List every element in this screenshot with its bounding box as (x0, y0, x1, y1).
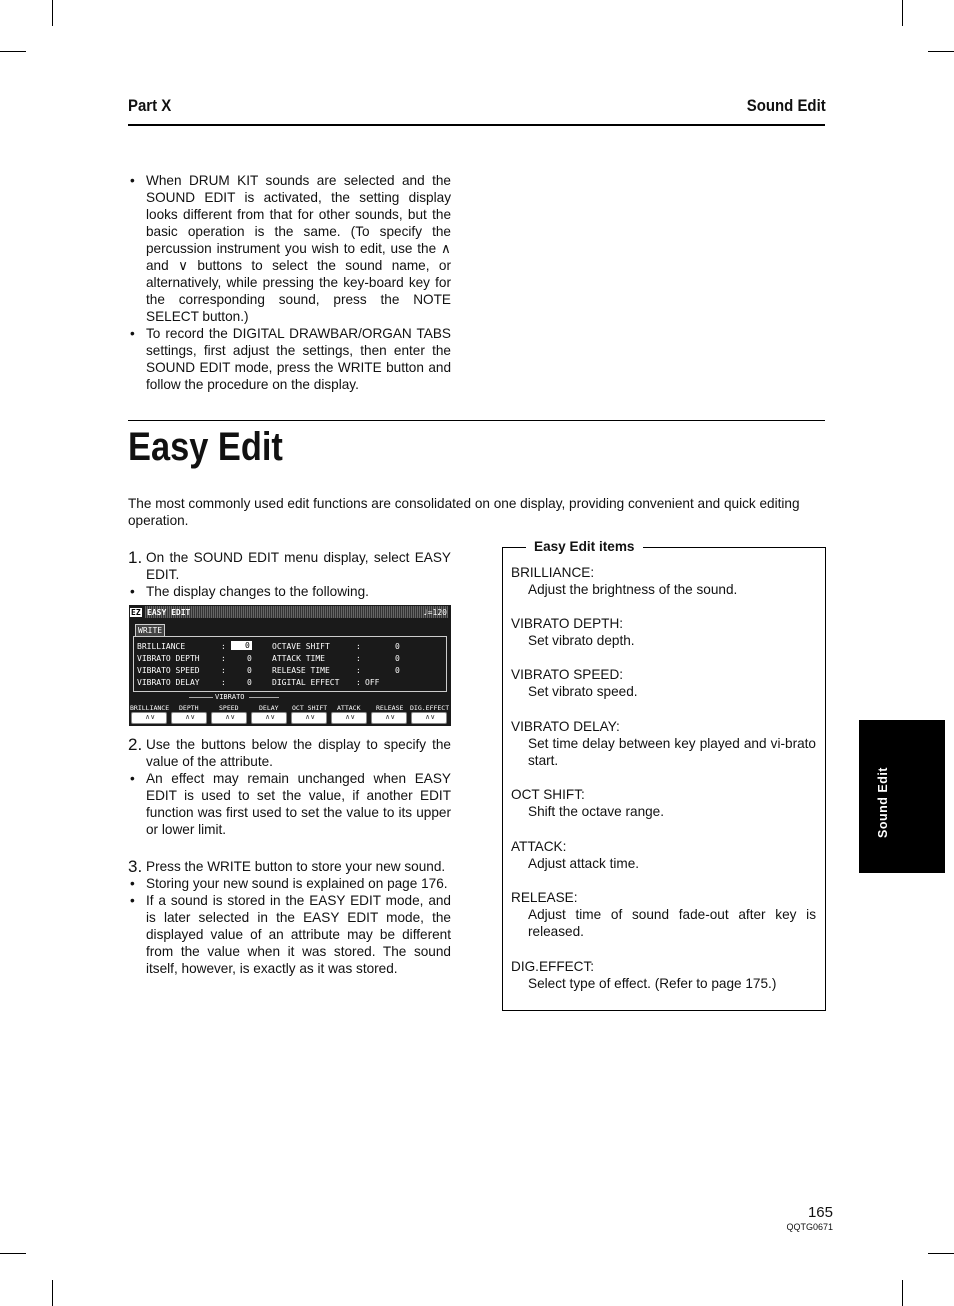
item-name: DIG.EFFECT: (511, 959, 595, 974)
lcd-param-value[interactable]: 0 (395, 654, 400, 663)
updown-icon: ∧∨ (145, 714, 156, 721)
item-desc: Adjust the brightness of the sound. (528, 582, 738, 597)
oct-shift-updown-button[interactable] (291, 712, 327, 724)
lcd-param-label: VIBRATO DEPTH (137, 654, 200, 663)
lcd-button-label: RELEASE (376, 704, 404, 712)
lcd-colon: : (221, 678, 226, 687)
item-release (511, 889, 816, 940)
lcd-colon: : (221, 642, 226, 651)
item-name: VIBRATO SPEED: (511, 667, 624, 682)
item-vibrato-depth (511, 615, 816, 649)
top-notes (128, 172, 451, 393)
brilliance-updown-button[interactable] (131, 712, 167, 724)
item-desc: Select type of effect. (Refer to page 175.) (528, 976, 777, 991)
item-desc: Adjust attack time. (528, 856, 640, 871)
lcd-param-value[interactable]: 0 (395, 666, 400, 675)
item-vibrato-delay (511, 718, 816, 769)
updown-icon: ∧∨ (265, 714, 276, 721)
crop-mark (928, 1253, 954, 1254)
item-desc: Adjust time of sound fade-out after key is released. (528, 907, 816, 939)
crop-mark (52, 0, 53, 26)
step-note: • Storing your new sound is explained on page 176. (128, 875, 451, 892)
lcd-title-bar (145, 606, 448, 618)
attack-updown-button[interactable] (331, 712, 367, 724)
lcd-param-label: OCTAVE SHIFT (272, 642, 330, 651)
updown-icon: ∧∨ (345, 714, 356, 721)
item-name: VIBRATO DELAY: (511, 719, 620, 734)
item-vibrato-speed (511, 666, 816, 700)
item-name: RELEASE: (511, 890, 578, 905)
crop-mark (928, 51, 954, 52)
delay-updown-button[interactable] (251, 712, 287, 724)
note-drum-kit: • When DRUM KIT sounds are selected and the SOUND EDIT is activated, the setting display looks different from that for other sounds, but the basic operation is the same. (To specify the percussion instrument you wish to edit, use the ∧ and ∨ buttons to select the sound name, or alternatively, while pressing the key-board key for the corresponding sound, press the NOTE SELECT button.) (128, 172, 451, 325)
crop-mark (0, 51, 26, 52)
lcd-param-value-selected[interactable]: 0 (231, 641, 252, 650)
lcd-display (129, 605, 451, 726)
item-name: VIBRATO DEPTH: (511, 616, 624, 631)
step-2 (128, 736, 451, 838)
crop-mark (0, 1253, 26, 1254)
page-number: 165 (807, 1204, 833, 1221)
updown-icon: ∧∨ (225, 714, 236, 721)
item-name: BRILLIANCE: (511, 565, 595, 580)
note-drawbar: • To record the DIGITAL DRAWBAR/ORGAN TABS settings, first adjust the settings, then enter the SOUND EDIT mode, press the WRITE button and follow the procedure on the display. (128, 325, 451, 393)
lcd-param-label: BRILLIANCE (137, 642, 186, 651)
lcd-button-label: BRILLIANCE (130, 704, 170, 712)
lcd-button-label: DIG.EFFECT (410, 704, 450, 712)
updown-icon: ∧∨ (185, 714, 196, 721)
lcd-colon: : (221, 654, 226, 663)
lcd-button-label: ATTACK (337, 704, 361, 712)
lcd-colon: : (356, 678, 361, 687)
lcd-colon: : (356, 654, 361, 663)
lcd-button-label: DELAY (259, 704, 279, 712)
header-rule (128, 124, 825, 126)
step-number: 1. (128, 548, 143, 567)
step-text: On the SOUND EDIT menu display, select EASY EDIT. (146, 550, 451, 582)
step-note: • An effect may remain unchanged when EASY EDIT is used to set the value, if another EDIT function was first used to set the value to its upper or lower limit. (128, 770, 451, 838)
updown-icon: ∧∨ (305, 714, 316, 721)
lcd-param-label: DIGITAL EFFECT (272, 678, 340, 687)
step-number: 3. (128, 857, 143, 876)
intro-text: The most commonly used edit functions are consolidated on one display, providing convenient and quick editing operation. (128, 496, 800, 528)
lcd-param-label: VIBRATO SPEED (137, 666, 200, 675)
section-title: Easy Edit (128, 425, 283, 469)
lcd-tempo: ♩=120 (422, 608, 447, 617)
step-text: Use the buttons below the display to specify the value of the attribute. (146, 737, 451, 769)
step-text: Press the WRITE button to store your new sound. (146, 859, 446, 874)
header-part: Part X (128, 96, 172, 115)
lcd-group-line (189, 697, 213, 698)
item-name: ATTACK: (511, 839, 567, 854)
lcd-title: EASY EDIT (147, 608, 191, 617)
release-updown-button[interactable] (371, 712, 407, 724)
header-section: Sound Edit (747, 96, 826, 115)
item-desc: Set vibrato speed. (528, 684, 638, 699)
item-desc: Shift the octave range. (528, 804, 665, 819)
lcd-badge: EZ (131, 608, 141, 617)
lcd-colon: : (356, 666, 361, 675)
updown-icon: ∧∨ (385, 714, 396, 721)
lcd-param-value[interactable]: 0 (395, 642, 400, 651)
crop-mark (52, 1280, 53, 1306)
lcd-param-value[interactable]: 0 (247, 654, 252, 663)
lcd-button-label: OCT SHIFT (292, 704, 328, 712)
lcd-param-label: RELEASE TIME (272, 666, 330, 675)
crop-mark (902, 1280, 903, 1306)
depth-updown-button[interactable] (171, 712, 207, 724)
lcd-group-label: VIBRATO (215, 693, 245, 701)
side-tab (859, 720, 945, 873)
crop-mark (902, 0, 903, 26)
lcd-button-label: SPEED (219, 704, 239, 712)
item-desc: Set time delay between key played and vi-brato start. (528, 736, 816, 768)
lcd-param-label: ATTACK TIME (272, 654, 325, 663)
item-dig-effect (511, 958, 816, 992)
step-note: • The display changes to the following. (128, 583, 451, 600)
items-box-title: Easy Edit items (526, 538, 643, 555)
item-desc: Set vibrato depth. (528, 633, 635, 648)
lcd-param-value[interactable]: OFF (365, 678, 380, 687)
speed-updown-button[interactable] (211, 712, 247, 724)
step-number: 2. (128, 735, 143, 754)
item-oct-shift (511, 786, 816, 820)
section-rule (128, 420, 825, 421)
lcd-colon: : (221, 666, 226, 675)
item-brilliance (511, 564, 816, 598)
updown-icon: ∧∨ (425, 714, 436, 721)
lcd-colon: : (356, 642, 361, 651)
lcd-param-value[interactable]: 0 (247, 678, 252, 687)
side-tab-label: Sound Edit (876, 767, 890, 838)
document-code: QQTG0671 (786, 1222, 833, 1232)
lcd-group-line (249, 697, 279, 698)
lcd-param-value[interactable]: 0 (247, 666, 252, 675)
dig-effect-updown-button[interactable] (411, 712, 447, 724)
lcd-param-label: VIBRATO DELAY (137, 678, 200, 687)
step-note: • If a sound is stored in the EASY EDIT mode, and is later selected in the EASY EDIT mode, the displayed value of an attribute may be different from the value when it was stored. The sound itself, however, is exactly as it was stored. (128, 892, 451, 977)
step-1 (128, 549, 451, 600)
step-3 (128, 858, 451, 977)
lcd-write-button[interactable]: WRITE (135, 624, 165, 637)
item-attack (511, 838, 816, 872)
lcd-button-label: DEPTH (179, 704, 199, 712)
item-name: OCT SHIFT: (511, 787, 585, 802)
